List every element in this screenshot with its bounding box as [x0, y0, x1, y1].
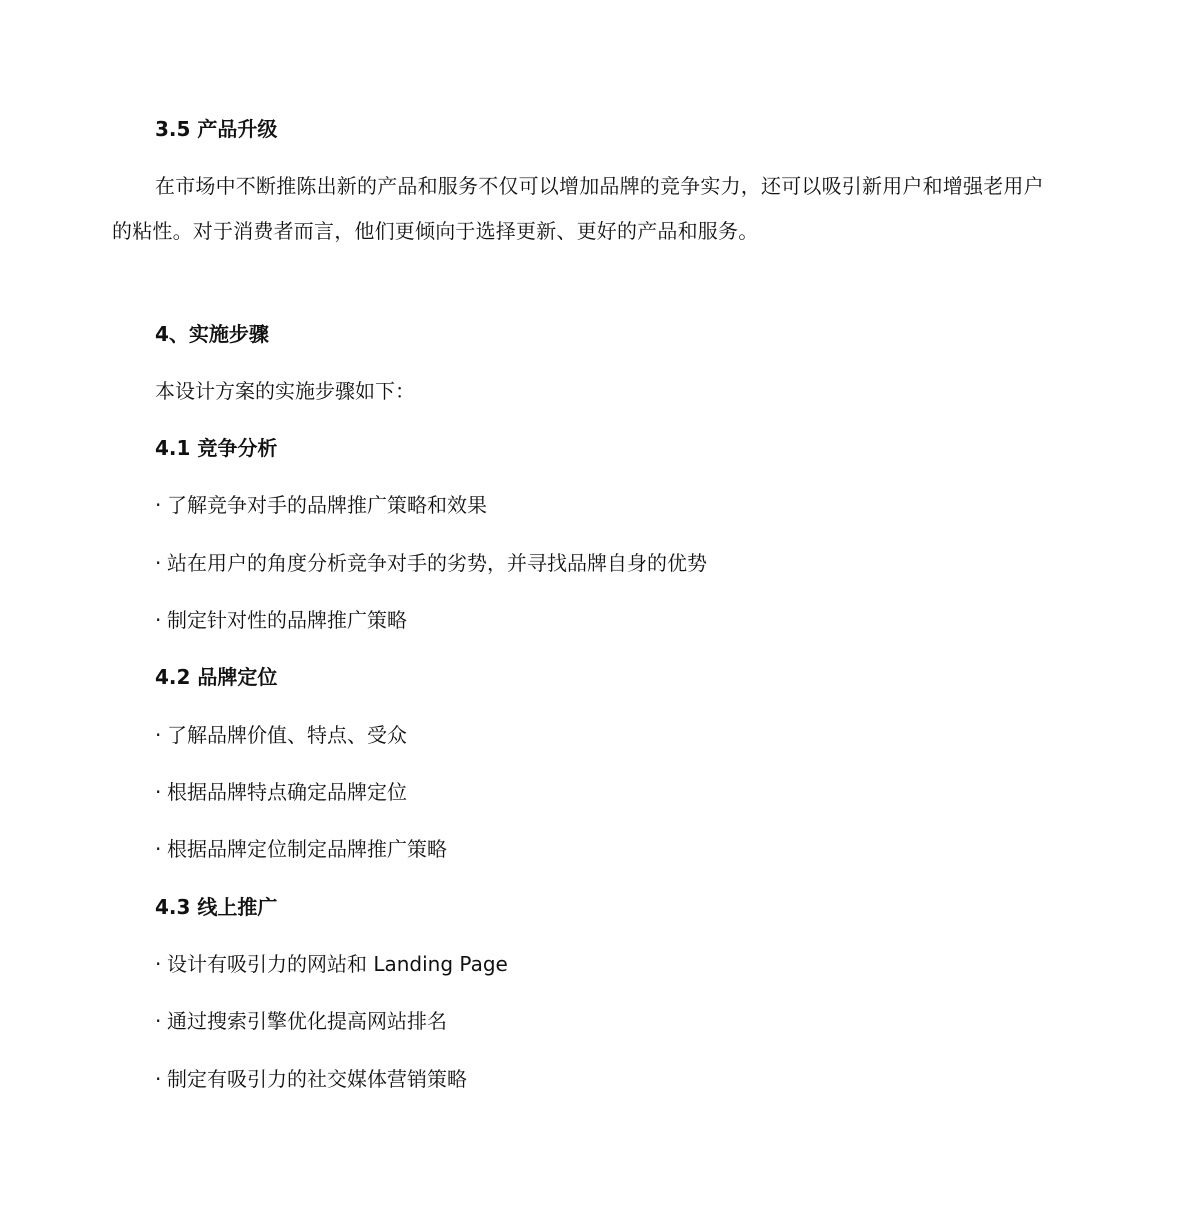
list-item [0, 1007, 1105, 1035]
list-item-text: 通过搜索引擎优化提高网站排名 [167, 1009, 447, 1033]
list-item-text: 根据品牌特点确定品牌定位 [167, 780, 407, 804]
section-4-3-heading: 4.3 线上推广 [155, 895, 278, 919]
section-4-heading: 4、实施步骤 [155, 322, 269, 346]
list-item [0, 606, 1105, 634]
section-4-2-heading: 4.2 品牌定位 [155, 665, 278, 689]
section-3-5-paragraph: 在市场中不断推陈出新的产品和服务不仅可以增加品牌的竞争实力，还可以吸引新用户和增强老用户的粘性。对于消费者而言，他们更倾向于选择更新、更好的产品和服务。 [112, 174, 1044, 243]
list-item-text: 设计有吸引力的网站和 Landing Page [167, 952, 508, 976]
list-item [0, 721, 1105, 749]
bullet-icon: · [155, 551, 162, 575]
bullet-icon: · [155, 780, 162, 804]
list-item [0, 950, 1105, 978]
bullet-icon: · [155, 837, 162, 861]
list-item-text: 了解品牌价值、特点、受众 [167, 723, 407, 747]
list-item-text: 根据品牌定位制定品牌推广策略 [167, 837, 447, 861]
list-item-text: 了解竞争对手的品牌推广策略和效果 [167, 493, 487, 517]
bullet-icon: · [155, 608, 162, 632]
bullet-icon: · [155, 723, 162, 747]
list-item-text: 站在用户的角度分析竞争对手的劣势，并寻找品牌自身的优势 [167, 551, 707, 575]
list-item [0, 1065, 1105, 1093]
bullet-icon: · [155, 952, 162, 976]
list-item-text: 制定针对性的品牌推广策略 [167, 608, 407, 632]
list-item-text: 制定有吸引力的社交媒体营销策略 [167, 1067, 467, 1091]
bullet-icon: · [155, 1009, 162, 1033]
section-4-intro: 本设计方案的实施步骤如下： [155, 379, 415, 403]
list-item [0, 491, 1105, 519]
section-4-1-heading: 4.1 竞争分析 [155, 436, 278, 460]
list-item [0, 835, 1105, 863]
bullet-icon: · [155, 493, 162, 517]
section-3-5-heading: 3.5 产品升级 [155, 117, 278, 141]
bullet-icon: · [155, 1067, 162, 1091]
list-item [0, 778, 1105, 806]
list-item [0, 549, 1105, 577]
